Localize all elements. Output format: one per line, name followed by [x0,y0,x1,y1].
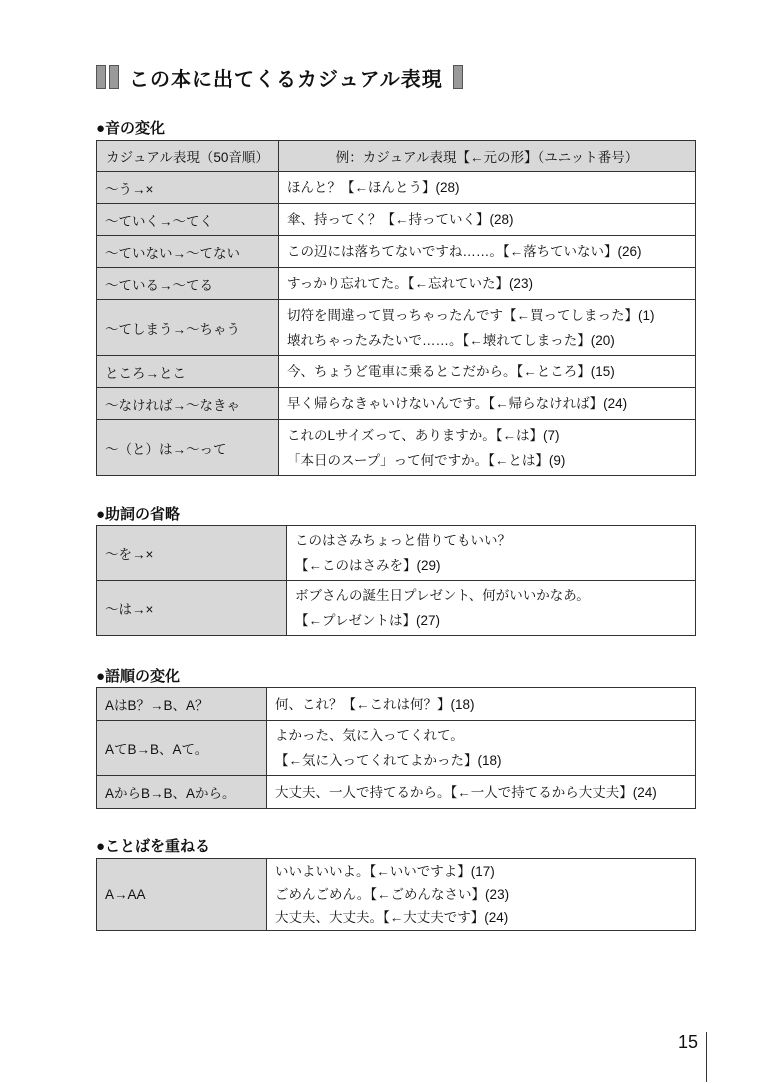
section-heading-sound: ●音の変化 [96,120,166,137]
row-key: ～ていく→～てく [97,204,279,236]
table-row [97,388,696,420]
table-particle-omission [96,525,696,636]
row-example: 大丈夫、一人で持てるから。【←一人で持てるから大丈夫】(24) [275,784,657,800]
header-casual: カジュアル表現（50音順） [97,141,279,172]
row-key: ～う→× [97,172,279,204]
row-example: ごめんごめん。【←ごめんなさい】(23) [275,887,510,902]
table-row [97,236,696,268]
table-row [97,688,696,721]
table-row [97,581,696,636]
row-key: ～は→× [97,581,287,636]
table-row [97,859,696,931]
row-example: 大丈夫、大丈夫。【←大丈夫です】(24) [275,910,509,925]
row-example: ボブさんの誕生日プレゼント、何がいいかなあ。 [295,588,590,603]
page-number: 15 [678,1032,699,1052]
table-word-repeat [96,858,696,931]
table-row [97,776,696,809]
table-row [97,420,696,476]
row-example: 壊れちゃったみたいで……。【←壊れてしまった】(20) [287,332,615,348]
row-key: ～（と）は→～って [97,420,279,476]
header-example: 例：カジュアル表現【←元の形】（ユニット番号） [279,141,696,172]
row-key: ～を→× [97,526,287,581]
row-example: この辺には落ちてないですね……。【←落ちていない】(26) [287,244,642,259]
row-example: 【←このはさみを】(29) [295,558,441,573]
row-example: すっかり忘れてた。【←忘れていた】(23) [287,276,533,291]
row-example: このはさみちょっと借りてもいい？ [295,533,511,548]
row-key: ～ていない→～てない [97,236,279,268]
row-key: AからB→B、Aから。 [97,776,267,809]
title-bar-right [453,65,463,89]
table-header-row [97,141,696,172]
row-key: A→AA [97,859,267,931]
row-example: 何、これ？【←これは何？】(18) [275,696,475,712]
title-bar-left-2 [109,65,119,89]
table-row [97,356,696,388]
row-example: 今、ちょうど電車に乗るとこだから。【←ところ】(15) [287,364,615,379]
table-row [97,268,696,300]
row-key: ～てしまう→～ちゃう [97,300,279,356]
section-heading-repeat: ●ことばを重ねる [96,838,211,855]
page-title-block [96,63,463,91]
table-word-order [96,687,696,809]
row-key: ～なければ→～なきゃ [97,388,279,420]
row-key: AはB？→B、A？ [97,688,267,721]
table-row [97,526,696,581]
page-title: この本に出てくるカジュアル表現 [129,68,443,91]
row-key: AてB→B、Aて。 [97,721,267,776]
section-heading-particle: ●助詞の省略 [96,506,181,523]
table-sound-change [96,140,696,476]
table-row [97,300,696,356]
row-key: ～ている→～てる [97,268,279,300]
table-row [97,204,696,236]
table-row [97,172,696,204]
row-example: これのLサイズって、ありますか。【←は】(7) [287,427,560,443]
table-row [97,721,696,776]
section-heading-order: ●語順の変化 [96,668,181,685]
row-example: 【←気に入ってくれてよかった】(18) [275,753,502,768]
row-example: 【←プレゼントは】(27) [295,613,440,628]
row-example: 早く帰らなきゃいけないんです。【←帰らなければ】(24) [287,396,628,411]
row-example: 傘、持ってく？【←持っていく】(28) [287,212,514,227]
title-bar-left [96,65,106,89]
page-number-rule [706,1032,707,1082]
row-example: 「本日のスープ」って何ですか。【←とは】(9) [287,452,566,468]
row-key: ところ→とこ [97,356,279,388]
row-example: いいよいいよ。【←いいですよ】(17) [275,864,495,879]
row-example: ほんと？【←ほんとう】(28) [287,180,460,195]
row-example: よかった、気に入ってくれて。 [275,728,464,743]
row-example: 切符を間違って買っちゃったんです【←買ってしまった】(1) [287,307,655,323]
